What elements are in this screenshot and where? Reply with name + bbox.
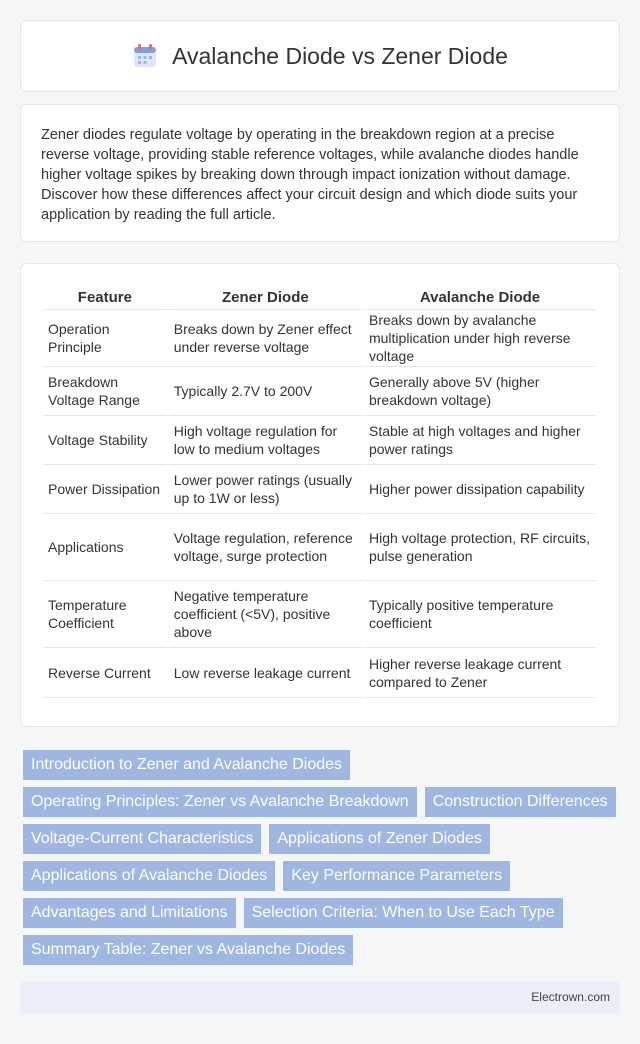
link-row (23, 935, 623, 965)
table-row (43, 416, 596, 465)
table-cell: Lower power ratings (usually up to 1W or less) (169, 465, 362, 514)
page-title: Avalanche Diode vs Zener Diode (172, 42, 508, 69)
calendar-icon (132, 43, 158, 69)
table-cell: Low reverse leakage current (169, 648, 362, 698)
table-header-avalanche: Avalanche Diode (364, 282, 596, 310)
link-row (23, 750, 623, 780)
comparison-table-card (20, 263, 620, 727)
link-row (23, 898, 623, 928)
table-cell: Stable at high voltages and higher power ratings (364, 416, 596, 465)
table-cell: Temperature Coefficient (43, 581, 167, 648)
link-introduction[interactable]: Introduction to Zener and Avalanche Diodes (23, 750, 350, 780)
table-row (43, 465, 596, 514)
link-voltage-current[interactable]: Voltage-Current Characteristics (23, 824, 261, 854)
table-cell: High voltage regulation for low to medium voltages (169, 416, 362, 465)
link-advantages-limitations[interactable]: Advantages and Limitations (23, 898, 236, 928)
link-row (23, 787, 623, 817)
intro-card (20, 104, 620, 242)
footer-site-name[interactable]: Electrown.com (531, 990, 610, 1004)
table-header-feature: Feature (43, 282, 167, 310)
footer (20, 981, 620, 1014)
table-cell: High voltage protection, RF circuits, pulse generation (364, 514, 596, 581)
table-cell: Voltage regulation, reference voltage, surge protection (169, 514, 362, 581)
table-header-zener: Zener Diode (169, 282, 362, 310)
table-cell: Typically positive temperature coefficient (364, 581, 596, 648)
table-cell: Typically 2.7V to 200V (169, 367, 362, 416)
link-row (23, 824, 623, 854)
link-summary-table[interactable]: Summary Table: Zener vs Avalanche Diodes (23, 935, 353, 965)
table-row (43, 310, 596, 367)
table-row (43, 367, 596, 416)
link-performance-parameters[interactable]: Key Performance Parameters (283, 861, 510, 891)
table-cell: Applications (43, 514, 167, 581)
table-cell: Breaks down by avalanche multiplication under high reverse voltage (364, 310, 596, 367)
link-row (23, 861, 623, 891)
table-cell: Breakdown Voltage Range (43, 367, 167, 416)
table-cell: Power Dissipation (43, 465, 167, 514)
table-cell: Negative temperature coefficient (<5V), positive above (169, 581, 362, 648)
table-cell: Breaks down by Zener effect under reverse voltage (169, 310, 362, 367)
related-links (23, 750, 623, 972)
link-construction-differences[interactable]: Construction Differences (425, 787, 616, 817)
intro-text: Zener diodes regulate voltage by operating in the breakdown region at a precise reverse voltage, providing stable reference voltages, while avalanche diodes handle higher voltage spikes by breaking down through impact ionization without damage. Discover how these differences affect your circuit design and which diode suits your application by reading the full article. (41, 127, 579, 223)
table-cell: Higher reverse leakage current compared to Zener (364, 648, 596, 698)
table-cell: Voltage Stability (43, 416, 167, 465)
table-cell: Higher power dissipation capability (364, 465, 596, 514)
table-cell: Reverse Current (43, 648, 167, 698)
table-header-row (43, 282, 596, 310)
table-cell: Operation Principle (43, 310, 167, 367)
link-avalanche-applications[interactable]: Applications of Avalanche Diodes (23, 861, 275, 891)
title-card (20, 20, 620, 92)
table-cell: Generally above 5V (higher breakdown voltage) (364, 367, 596, 416)
link-selection-criteria[interactable]: Selection Criteria: When to Use Each Type (244, 898, 563, 928)
table-row (43, 514, 596, 581)
comparison-table (41, 282, 598, 698)
link-zener-applications[interactable]: Applications of Zener Diodes (269, 824, 490, 854)
table-row (43, 581, 596, 648)
table-row (43, 648, 596, 698)
link-operating-principles[interactable]: Operating Principles: Zener vs Avalanche Breakdown (23, 787, 417, 817)
